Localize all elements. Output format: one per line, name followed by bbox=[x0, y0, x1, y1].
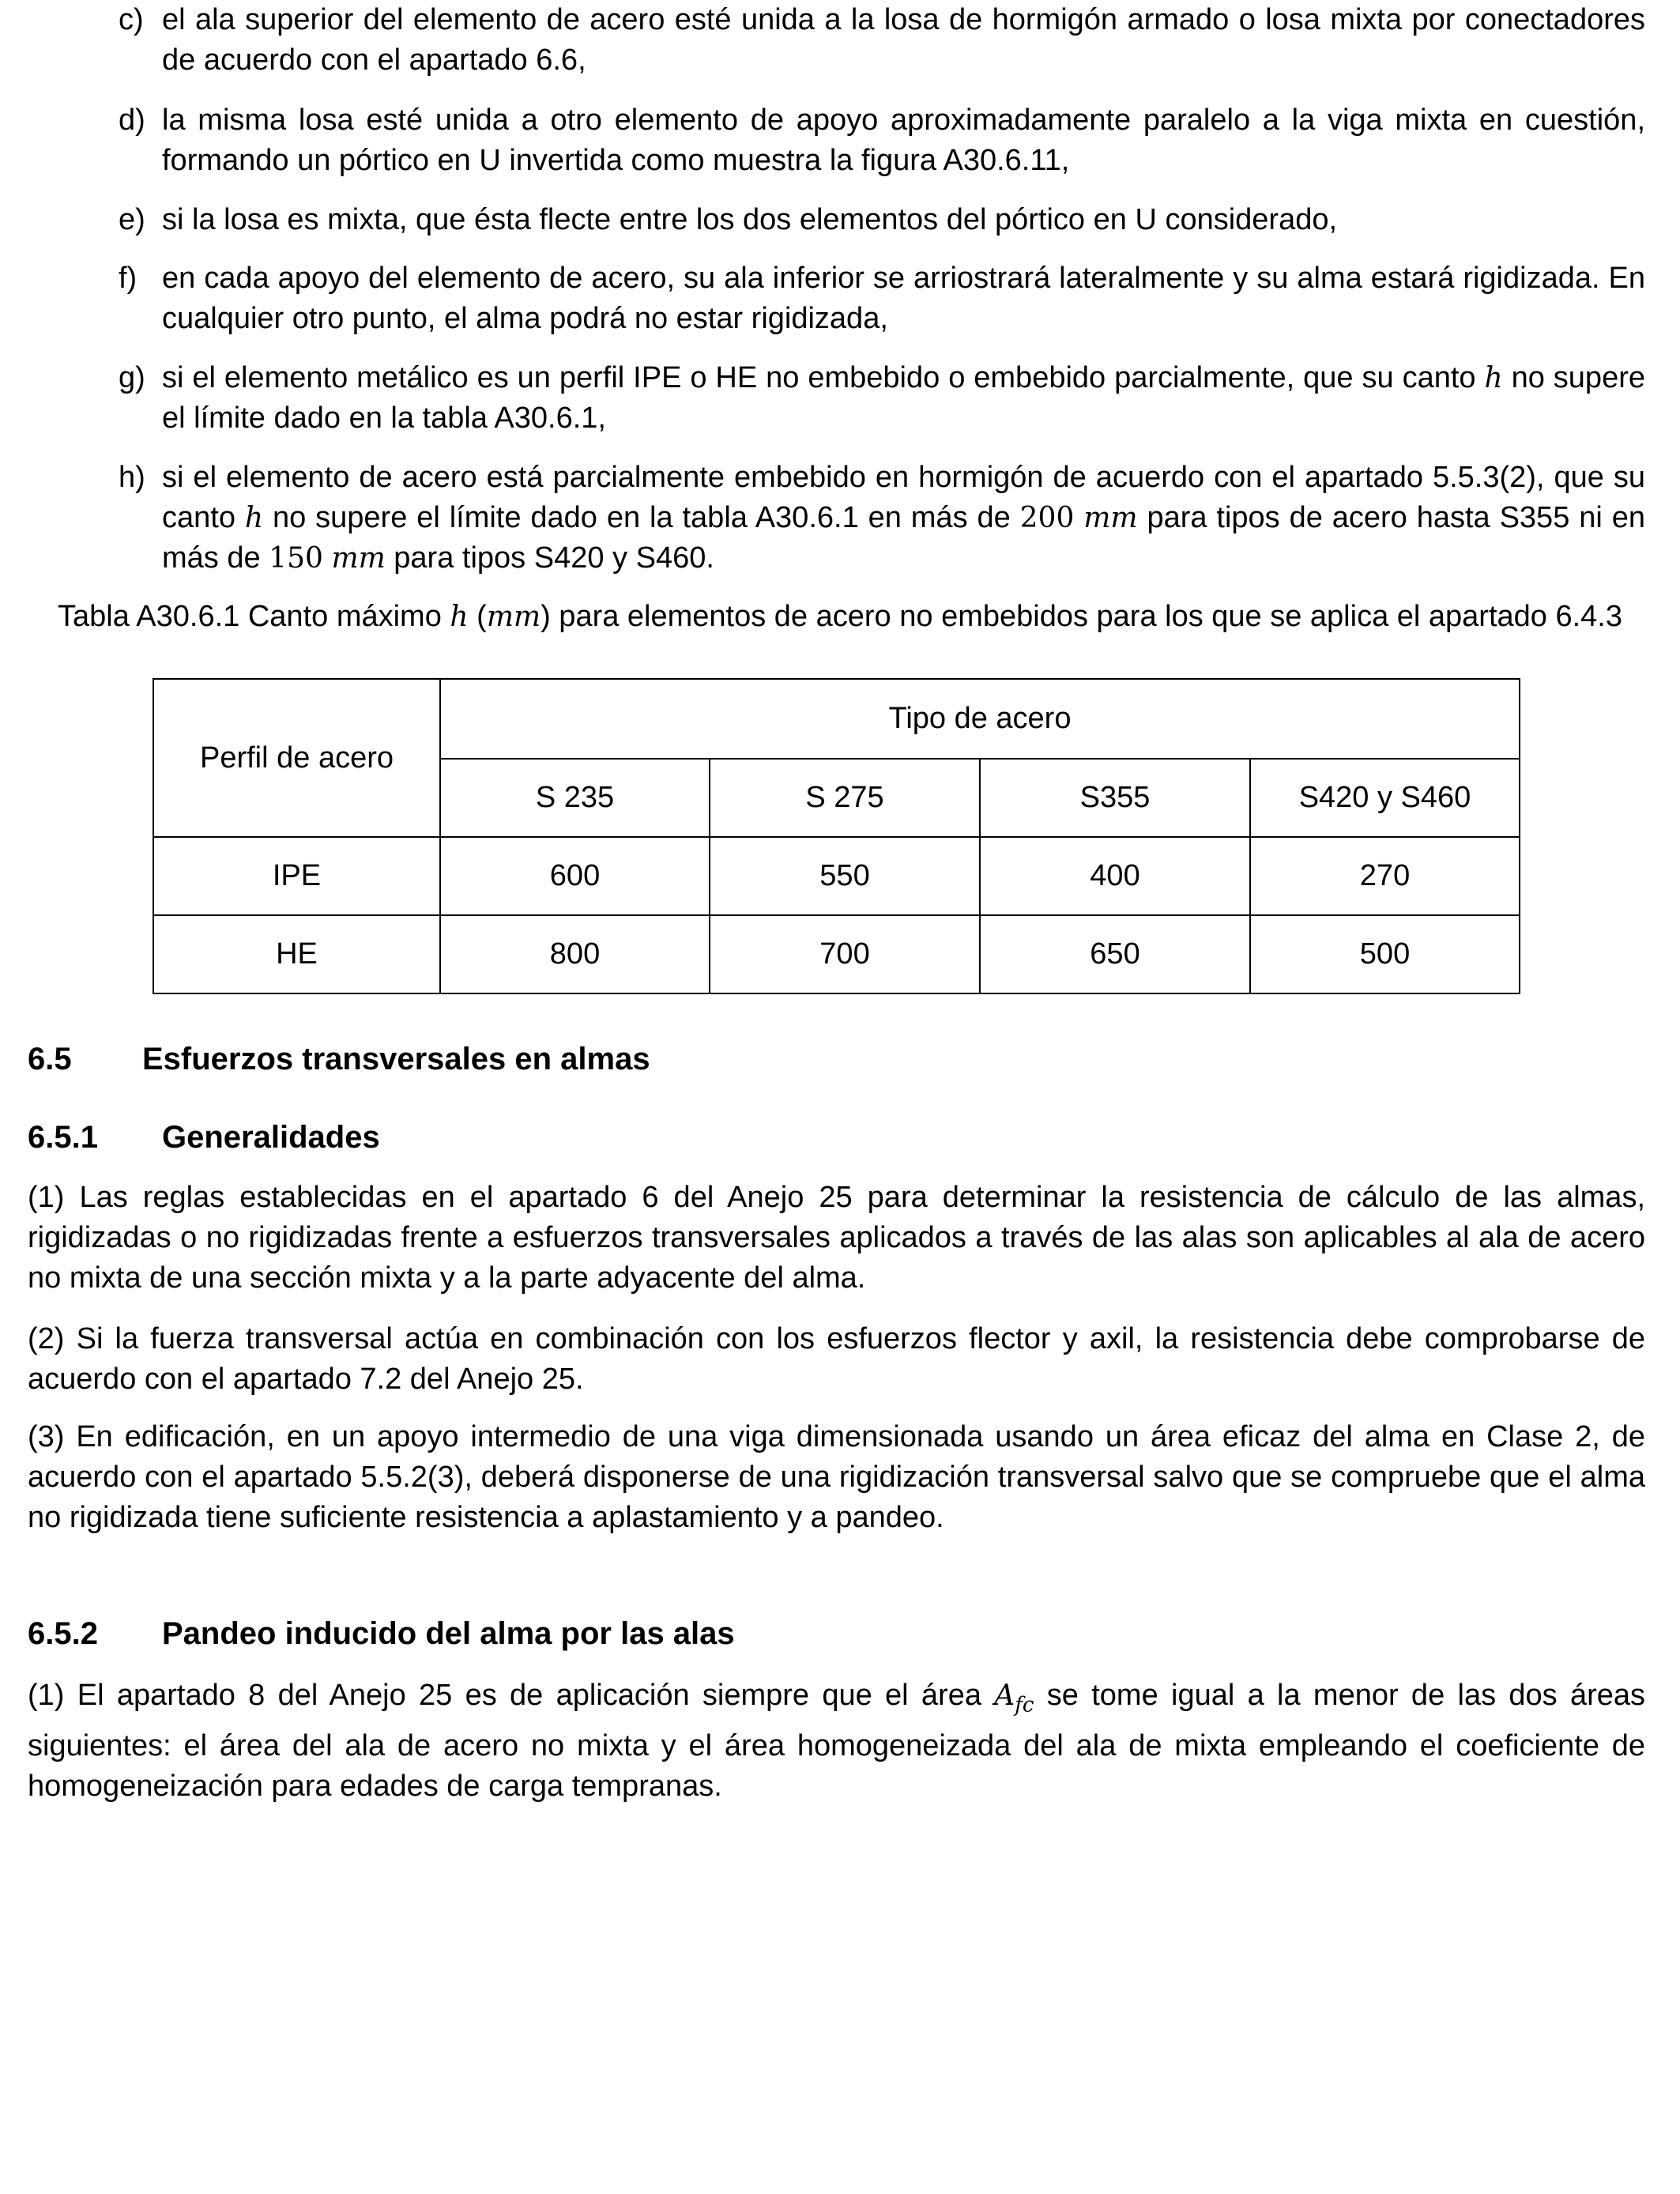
list-item-text bbox=[162, 100, 1645, 181]
math-term: mm bbox=[1083, 502, 1138, 534]
section-heading-6-5-2 bbox=[28, 1614, 1608, 1654]
list-item-label: e) bbox=[119, 203, 145, 236]
text-run: (1) El apartado 8 del Anejo 25 es de aplicación siempre que el área bbox=[28, 1679, 995, 1712]
text-run: el ala superior del elemento de acero esté unida a la losa de hormigón armado o losa mixta por conectadores de acuerdo con el apartado 6.6, bbox=[162, 3, 1645, 77]
list-item bbox=[119, 258, 1645, 339]
list-item-text bbox=[162, 200, 1645, 240]
list-item bbox=[119, 0, 1645, 81]
section-heading-6-5-1 bbox=[28, 1118, 1608, 1158]
math-term: 200 bbox=[1019, 502, 1075, 534]
list-item-text bbox=[162, 258, 1645, 339]
list-item-text bbox=[162, 358, 1645, 439]
list-item bbox=[119, 200, 1645, 240]
text-run: (3) En edificación, en un apoyo intermedio de una viga dimensionada usando un área eficaz del alma en Clase 2, de acuerdo con el apartado 5.5.2(3), deberá disponerse de una rigidización transversal salvo que se compruebe que el alma no rigidizada tiene suficiente resistencia a aplastamiento y a pandeo. bbox=[28, 1420, 1645, 1534]
list-item-label: h) bbox=[119, 461, 145, 494]
column-header: S 275 bbox=[710, 759, 980, 837]
text-run: (2) Si la fuerza transversal actúa en combinación con los esfuerzos flector y axil, la resistencia debe comprobarse de acuerdo con el apartado 7.2 del Anejo 25. bbox=[28, 1322, 1645, 1396]
math-term: mm bbox=[486, 601, 541, 633]
text-run: ( bbox=[468, 600, 487, 633]
section-title: Esfuerzos transversales en almas bbox=[142, 1042, 650, 1076]
text-run: no supere el límite dado en la tabla A30.6.1, bbox=[162, 361, 1645, 435]
list-item bbox=[119, 358, 1645, 439]
text-run: para tipos S420 y S460. bbox=[385, 541, 714, 575]
section-heading-6-5 bbox=[28, 1039, 1608, 1080]
text-run: la misma losa esté unida a otro elemento de apoyo aproximadamente paralelo a la viga mixta en cuestión, formando un pórtico en U invertida como muestra la figura A30.6.11, bbox=[162, 104, 1645, 177]
text-run bbox=[323, 541, 332, 575]
table-cell: 650 bbox=[980, 915, 1250, 993]
steel-depth-table bbox=[153, 678, 1520, 994]
section-title: Generalidades bbox=[162, 1120, 380, 1155]
text-run: si el elemento metálico es un perfil IPE o HE no embebido o embebido parcialmente, que su canto bbox=[162, 361, 1485, 394]
math-term: h bbox=[1484, 362, 1503, 394]
list-item-label: c) bbox=[119, 3, 144, 36]
row-label: IPE bbox=[153, 837, 440, 915]
list-item bbox=[119, 458, 1645, 579]
text-run bbox=[1074, 501, 1083, 534]
section-number: 6.5.2 bbox=[28, 1616, 98, 1651]
list-item-label: d) bbox=[119, 104, 145, 137]
column-header: S420 y S460 bbox=[1250, 759, 1520, 837]
list-item-label: f) bbox=[119, 262, 137, 295]
math-term: 150 bbox=[269, 542, 323, 575]
paragraph bbox=[28, 1417, 1645, 1538]
paragraph bbox=[28, 1676, 1645, 1807]
group-header-cell: Tipo de acero bbox=[440, 679, 1520, 759]
table-row bbox=[153, 915, 1520, 993]
table-cell: 800 bbox=[440, 915, 710, 993]
text-run: (1) Las reglas establecidas en el apartado 6 del Anejo 25 para determinar la resistencia de cálculo de las almas, rigidizadas o no rigidizadas frente a esfuerzos transversales aplicados a través de las alas son aplicables al ala de acero no mixta de una sección mixta y a la parte adyacente del alma. bbox=[28, 1181, 1645, 1295]
table-cell: 700 bbox=[710, 915, 980, 993]
text-run: ) para elementos de acero no embebidos para los que se aplica el apartado 6.4.3 bbox=[541, 600, 1622, 633]
text-run: no supere el límite dado en la tabla A30.6.1 en más de bbox=[263, 501, 1020, 534]
table-caption bbox=[32, 597, 1648, 637]
math-term: A bbox=[994, 1679, 1015, 1712]
list-item-text bbox=[162, 458, 1645, 579]
text-run: para tipos de acero hasta S355 ni en más de bbox=[162, 501, 1645, 575]
row-header-cell: Perfil de acero bbox=[153, 679, 440, 837]
table-cell: 500 bbox=[1250, 915, 1520, 993]
math-term: mm bbox=[331, 542, 386, 575]
paragraph bbox=[28, 1319, 1645, 1400]
math-term: h bbox=[244, 502, 264, 534]
table-cell: 400 bbox=[980, 837, 1250, 915]
list-item-label: g) bbox=[119, 361, 145, 394]
list-item-text bbox=[162, 0, 1645, 81]
section-number: 6.5.1 bbox=[28, 1120, 98, 1155]
text-run: se tome igual a la menor de las dos áreas siguientes: el área del ala de acero no mixta y el área homogeneizada del ala de mixta empleando el coeficiente de homogeneización para edades de carga tempranas. bbox=[28, 1679, 1646, 1803]
section-number: 6.5 bbox=[28, 1042, 72, 1076]
text-run: en cada apoyo del elemento de acero, su ala inferior se arriostrará lateralmente y su alma estará rigidizada. En cualquier otro punto, el alma podrá no estar rigidizada, bbox=[162, 262, 1645, 335]
text-run: Tabla A30.6.1 Canto máximo bbox=[58, 600, 450, 633]
text-run: si el elemento de acero está parcialmente embebido en hormigón de acuerdo con el apartado 5.5.3(2), que su canto bbox=[162, 461, 1645, 534]
table-cell: 550 bbox=[710, 837, 980, 915]
paragraph bbox=[28, 1178, 1645, 1299]
section-title: Pandeo inducido del alma por las alas bbox=[162, 1616, 735, 1651]
text-run: si la losa es mixta, que ésta flecte entre los dos elementos del pórtico en U considerado, bbox=[162, 203, 1338, 236]
table-row bbox=[153, 837, 1520, 915]
list-item bbox=[119, 100, 1645, 181]
math-term: fc bbox=[1015, 1693, 1034, 1717]
table-cell: 270 bbox=[1250, 837, 1520, 915]
math-term: h bbox=[450, 601, 469, 633]
column-header: S 235 bbox=[440, 759, 710, 837]
table-cell: 600 bbox=[440, 837, 710, 915]
column-header: S355 bbox=[980, 759, 1250, 837]
row-label: HE bbox=[153, 915, 440, 993]
